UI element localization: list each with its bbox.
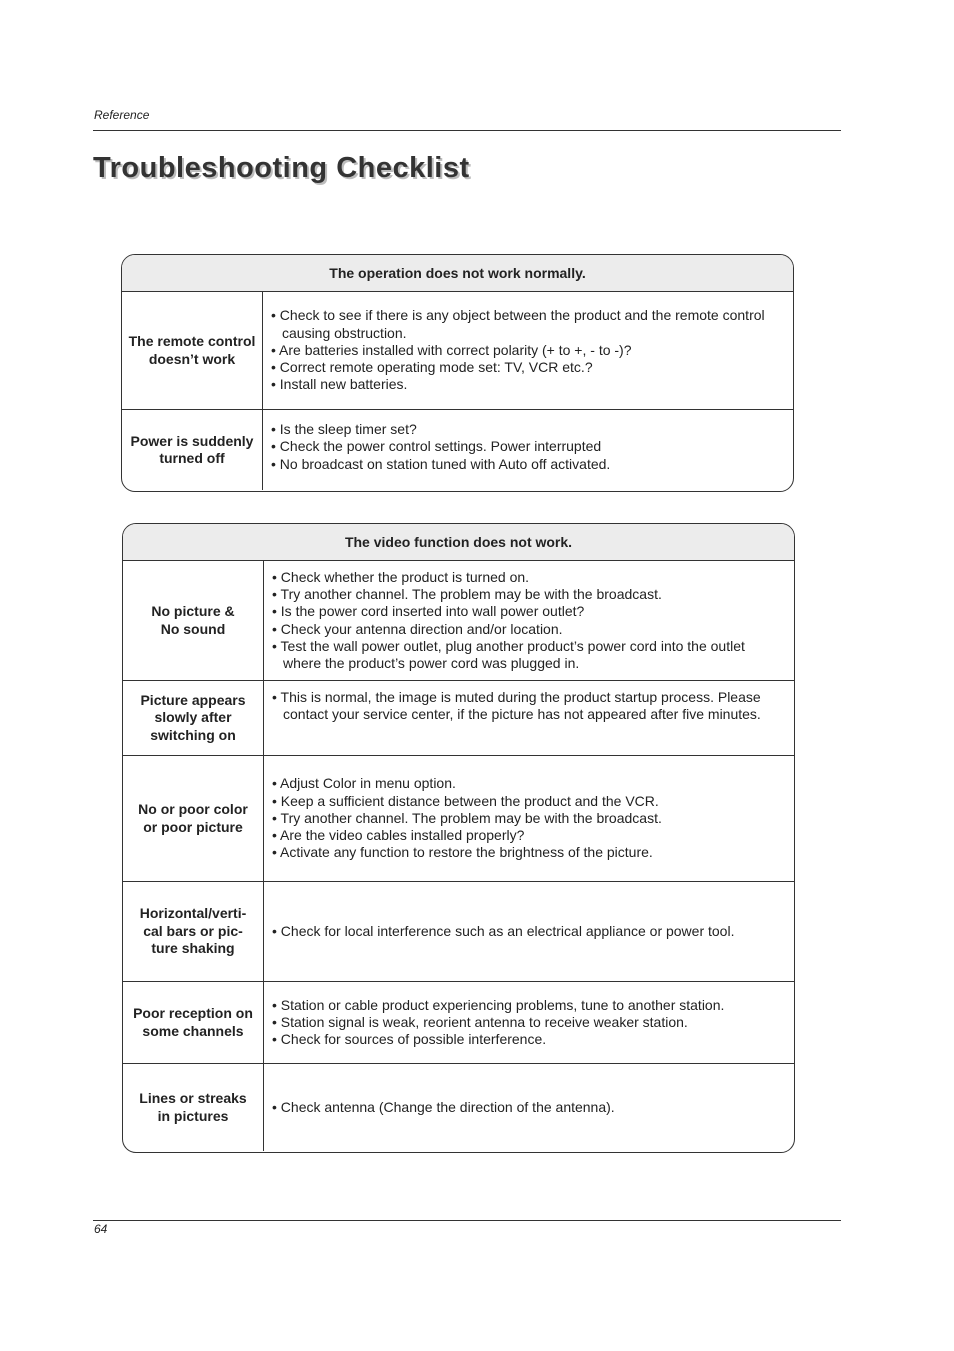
check-item: • Install new batteries. xyxy=(271,376,408,393)
table-heading: The video function does not work. xyxy=(123,524,794,561)
table-row xyxy=(123,756,794,882)
check-item: • Adjust Color in menu option. xyxy=(272,775,456,792)
check-list xyxy=(264,681,794,755)
video-troubleshooting-table xyxy=(122,523,795,1153)
check-list xyxy=(264,561,794,680)
page-number: 64 xyxy=(94,1222,108,1236)
symptom-cell: Power is suddenly turned off xyxy=(122,410,263,490)
table-row xyxy=(123,982,794,1064)
check-item: • Is the power cord inserted into wall power outlet? xyxy=(272,603,585,620)
header-divider xyxy=(93,130,841,131)
symptom-cell: Lines or streaks in pictures xyxy=(123,1064,264,1151)
check-item: • Check whether the product is turned on. xyxy=(272,568,530,585)
check-list xyxy=(263,292,793,409)
table-row xyxy=(123,882,794,982)
table-row xyxy=(122,292,793,410)
check-list xyxy=(264,982,794,1063)
symptom-cell: No or poor color or poor picture xyxy=(123,756,264,881)
footer-divider xyxy=(93,1220,841,1221)
symptom-cell: Picture appears slowly after switching on xyxy=(123,681,264,755)
check-list xyxy=(264,1064,794,1151)
check-item: • Station signal is weak, reorient antenna to receive weaker station. xyxy=(272,1013,688,1030)
table-row xyxy=(122,410,793,490)
table-row xyxy=(123,681,794,756)
table-row xyxy=(123,561,794,681)
check-item: • Try another channel. The problem may be with the broadcast. xyxy=(272,586,662,603)
check-item: • Try another channel. The problem may be with the broadcast. xyxy=(272,809,662,826)
check-item: • Check to see if there is any object between the product and the remote control causing obstruction. xyxy=(271,307,765,341)
check-item: • This is normal, the image is muted during the product startup process. Please contact your service center, if the picture has not appeared after five minutes. xyxy=(272,689,761,723)
table-heading: The operation does not work normally. xyxy=(122,255,793,292)
check-item: • Is the sleep timer set? xyxy=(271,421,417,438)
check-item: • Are the video cables installed properly? xyxy=(272,827,525,844)
symptom-cell: The remote control doesn’t work xyxy=(122,292,263,409)
symptom-cell: Horizontal/verti- cal bars or pic- ture shaking xyxy=(123,882,264,981)
check-item: • Check for sources of possible interference. xyxy=(272,1031,547,1048)
check-item: • Check antenna (Change the direction of the antenna). xyxy=(272,1098,615,1115)
check-item: • Correct remote operating mode set: TV, VCR etc.? xyxy=(271,359,593,376)
symptom-cell: No picture & No sound xyxy=(123,561,264,680)
table-row xyxy=(123,1064,794,1151)
symptom-cell: Poor reception on some channels xyxy=(123,982,264,1063)
check-item: • Activate any function to restore the brightness of the picture. xyxy=(272,844,653,861)
check-item: • Check the power control settings. Power interrupted xyxy=(271,438,602,455)
check-item: • Keep a sufficient distance between the product and the VCR. xyxy=(272,792,659,809)
check-list xyxy=(264,756,794,881)
section-label: Reference xyxy=(94,108,150,122)
check-item: • Test the wall power outlet, plug another product’s power cord into the outlet where the product’s power cord was plugged in. xyxy=(272,637,745,671)
check-item: • Station or cable product experiencing problems, tune to another station. xyxy=(272,996,725,1013)
check-item: • Check for local interference such as an electrical appliance or power tool. xyxy=(272,922,735,939)
page-title: Troubleshooting Checklist xyxy=(93,152,470,184)
check-item: • Are batteries installed with correct polarity (+ to +, - to -)? xyxy=(271,341,632,358)
check-list xyxy=(263,410,793,490)
check-item: • Check your antenna direction and/or location. xyxy=(272,620,563,637)
check-item: • No broadcast on station tuned with Auto off activated. xyxy=(271,455,611,472)
operation-troubleshooting-table xyxy=(121,254,794,492)
check-list xyxy=(264,882,794,981)
